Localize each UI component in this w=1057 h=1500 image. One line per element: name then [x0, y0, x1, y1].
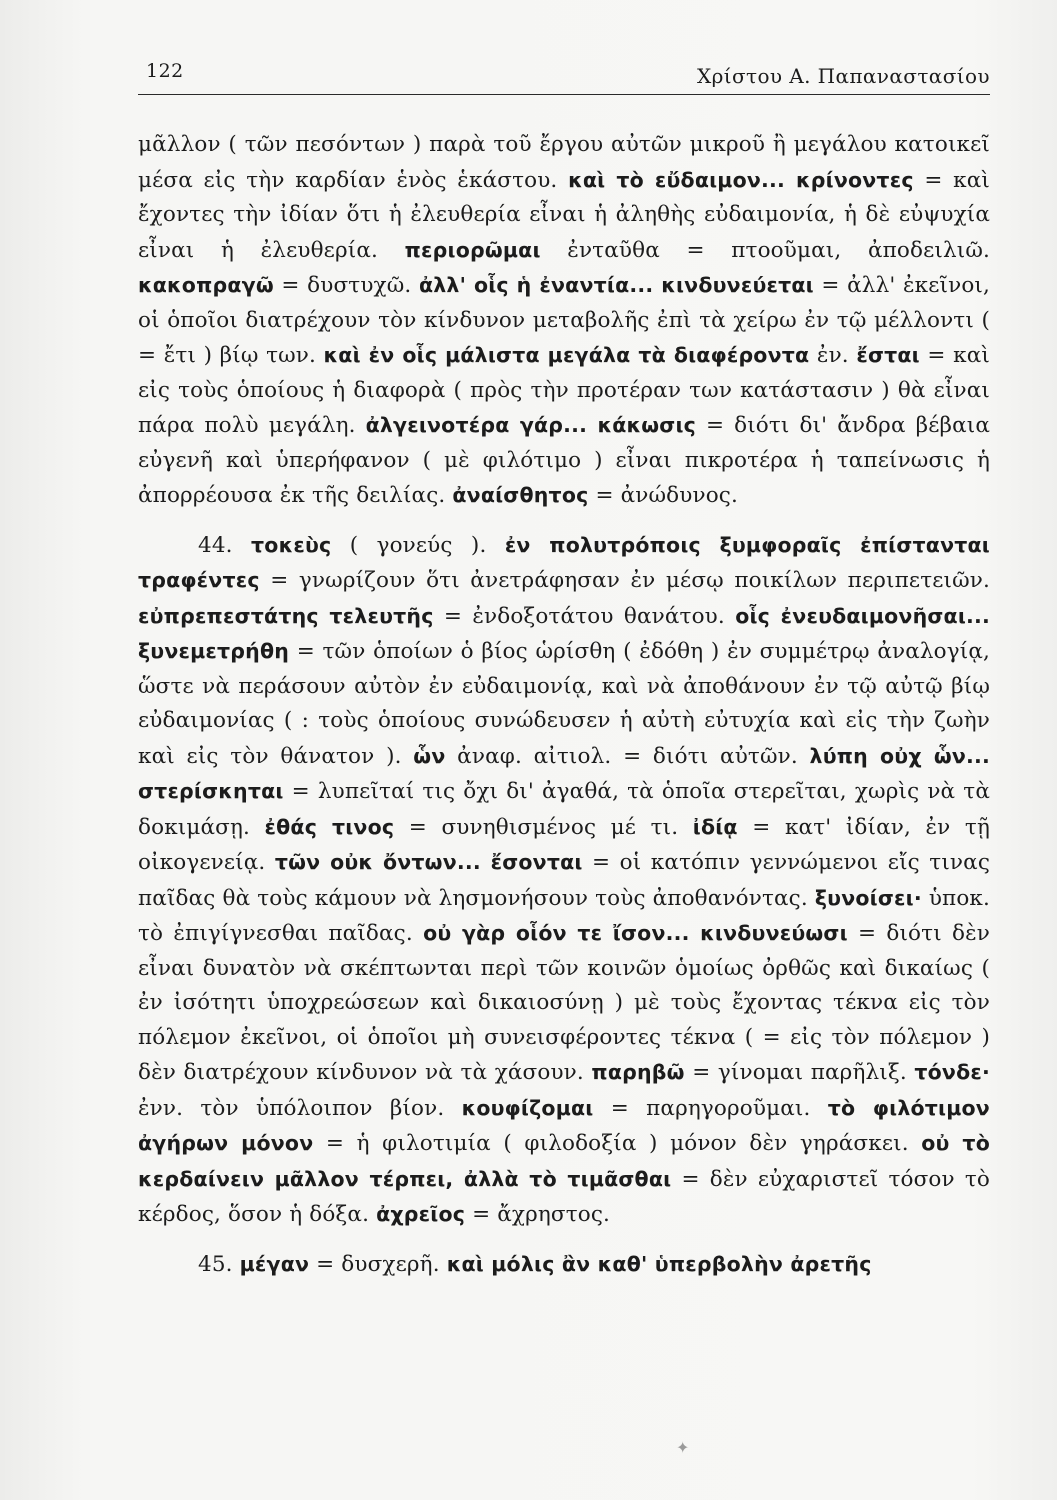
- gloss-text: = γνωρίζουν ὅτι ἀνετράφησαν ἐν μέσῳ ποικίλων περιπετειῶν.: [259, 568, 990, 593]
- lemma-term: ἀλλ' οἷς ἡ ἐναντία... κινδυνεύεται: [418, 273, 814, 297]
- lemma-term: ἀλγεινοτέρα γάρ... κάκωσις: [365, 413, 696, 437]
- gloss-text: = διότι δὲν εἶναι δυνατὸν νὰ σκέπτωνται περὶ τῶν κοινῶν ὁμοίως ὀρθῶς καὶ δικαίως ( ἐν ἰσότητι ὑποχρεώσεων καὶ δικαιοσύνῃ ) μὲ τοὺς ἔχοντας τέκνα εἰς τὸν πόλεμον ἐκεῖνοι, οἱ ὁποῖοι μὴ συνεισφέροντες τέκνα ( = εἰς τὸν πόλεμον ) δὲν διατρέχουν κίνδυνον νὰ τὰ χάσουν.: [138, 921, 990, 1085]
- gloss-text: 45.: [198, 1251, 240, 1277]
- lemma-term: ἔσται: [856, 343, 920, 367]
- gloss-text: = λυπεῖταί τις ὄχι δι' ἀγαθά, τὰ ὁποῖα στερεῖται, χωρὶς νὰ τὰ δοκιμάσῃ.: [138, 779, 990, 840]
- gloss-text: 44.: [198, 532, 251, 558]
- lemma-term: καὶ τὸ εὔδαιμον... κρίνοντες: [568, 167, 914, 192]
- lemma-term: εὐπρεπεστάτης τελευτῆς: [138, 603, 434, 628]
- lemma-term: λύπη οὐχ ὧν... στερίσκηται: [138, 743, 990, 803]
- gloss-text: = ἀλλ' ἐκεῖνοι, οἱ ὁποῖοι διατρέχουν τὸν κίνδυνον μεταβολῆς ἐπὶ τὰ χείρω ἐν τῷ μέλλοντι ( = ἔτι ) βίῳ των.: [138, 273, 990, 368]
- gloss-text: = καὶ εἰς τοὺς ὁποίους ἡ διαφορὰ ( πρὸς τὴν προτέραν των κατάστασιν ) θὰ εἶναι πάρα πολὺ μεγάλη.: [138, 343, 990, 438]
- gloss-text: = ἀνώδυνος.: [588, 483, 738, 508]
- lemma-term: περιορῶμαι: [404, 237, 541, 262]
- gloss-text: = συνηθισμένος μέ τι.: [394, 814, 693, 840]
- lemma-term: ἀχρεῖος: [376, 1202, 466, 1226]
- gloss-text: = καὶ ἔχοντες τὴν ἰδίαν ὅτι ἡ ἐλευθερία εἶναι ἡ ἀληθὴς εὐδαιμονία, ἡ δὲ εὐψυχία εἶναι ἡ ἐλευθερία.: [138, 167, 990, 263]
- gloss-text: = τῶν ὁποίων ὁ βίος ὡρίσθη ( ἐδόθη ) ἐν συμμέτρῳ ἀναλογίᾳ, ὥστε νὰ περάσουν αὐτὸν ἐν εὐδαιμονίᾳ, καὶ νὰ ἀποθάνουν ἐν τῷ αὐτῷ βίῳ εὐδαιμονίας ( : τοὺς ὁποίους συνώδευσεν ἡ αὐτὴ εὐτυχία καὶ εἰς τὴν ζωὴν καὶ εἰς τὸν θάνατον ).: [138, 639, 990, 769]
- paragraph: [138, 528, 990, 1233]
- gloss-text: ἐνταῦθα = πτοοῦμαι, ἀποδειλιῶ.: [540, 237, 990, 263]
- paragraph: [138, 1247, 990, 1283]
- gloss-text: ὑποκ. τὸ ἐπιγίγνεσθαι παῖδας.: [138, 885, 990, 946]
- lemma-term: ἰδίᾳ: [692, 814, 738, 839]
- lemma-term: τὸ φιλότιμον ἀγήρων μόνον: [138, 1095, 990, 1155]
- lemma-term: τοκεὺς: [251, 532, 332, 557]
- lemma-term: καὶ ἐν οἷς μάλιστα μεγάλα τὰ διαφέροντα: [323, 343, 810, 367]
- lemma-term: παρηβῶ: [591, 1060, 685, 1084]
- commentary-text: [138, 128, 990, 1282]
- gloss-text: = ἐνδοξοτάτου θανάτου.: [433, 603, 736, 629]
- lemma-term: τόνδε·: [914, 1060, 990, 1084]
- gloss-text: = δὲν εὐχαριστεῖ τόσον τὸ κέρδος, ὅσον ἡ δόξα.: [138, 1166, 990, 1227]
- gloss-text: ( γονεύς ).: [331, 532, 505, 558]
- lemma-term: ὧν: [413, 743, 446, 768]
- gloss-text: = οἱ κατόπιν γεννώμενοι εἴς τινας παῖδας θὰ τοὺς κάμουν νὰ λησμονήσουν τοὺς ἀποθανόντας.: [138, 850, 991, 911]
- gloss-text: = διότι δι' ἄνδρα βέβαια εὐγενῆ καὶ ὑπερήφανον ( μὲ φιλότιμο ) εἶναι πικροτέρα ἡ ταπείνωσις ἡ ἀπορρέουσα ἐκ τῆς δειλίας.: [138, 413, 990, 508]
- page-header: [138, 60, 990, 95]
- lemma-term: κουφίζομαι: [461, 1095, 594, 1120]
- gloss-text: = δυστυχῶ.: [273, 273, 419, 298]
- gloss-text: = δυσχερῆ.: [309, 1251, 447, 1277]
- gloss-text: ἀναφ. αἰτιολ. = διότι αὐτῶν.: [445, 743, 810, 769]
- lemma-term: ἀναίσθητος: [452, 483, 589, 507]
- lemma-term: κακοπραγῶ: [138, 273, 274, 297]
- lemma-term: τῶν οὐκ ὄντων... ἔσονται: [274, 850, 583, 874]
- gloss-text: = κατ' ἰδίαν, ἐν τῇ οἰκογενείᾳ.: [138, 814, 990, 875]
- lemma-term: ξυνοίσει·: [814, 885, 922, 910]
- lemma-term: καὶ μόλις ἂν καθ' ὑπερβολὴν ἀρετῆς: [446, 1251, 872, 1276]
- gloss-text: = ἄχρηστος.: [465, 1202, 611, 1227]
- lemma-term: οἷς ἐνευδαιμονῆσαι... ξυνεμετρήθη: [138, 603, 990, 663]
- running-head: Χρίστου Α. Παπαναστασίου: [696, 64, 990, 88]
- gloss-text: = γίνομαι παρῆλιξ.: [684, 1060, 915, 1085]
- lemma-term: ἐθάς τινος: [264, 814, 395, 839]
- ink-speck: ✦: [676, 1438, 690, 1457]
- lemma-term: μέγαν: [239, 1251, 310, 1276]
- page-number: 122: [146, 60, 184, 82]
- gloss-text: = ἡ φιλοτιμία ( φιλοδοξία ) μόνον δὲν γηράσκει.: [313, 1131, 922, 1156]
- gloss-text: = παρηγοροῦμαι.: [593, 1095, 828, 1121]
- gloss-text: ἐνν. τὸν ὑπόλοιπον βίον.: [138, 1095, 462, 1121]
- lemma-term: οὐ τὸ κερδαίνειν μᾶλλον τέρπει, ἀλλὰ τὸ τιμᾶσθαι: [138, 1131, 990, 1191]
- gloss-text: μᾶλλον ( τῶν πεσόντων ) παρὰ τοῦ ἔργου αὐτῶν μικροῦ ἢ μεγάλου κατοικεῖ μέσα εἰς τὴν καρδίαν ἑνὸς ἑκάστου.: [138, 132, 990, 193]
- paragraph: [138, 128, 990, 514]
- lemma-term: ἐν πολυτρόποις ξυμφοραῖς ἐπίστανται τραφέντες: [138, 532, 990, 592]
- gloss-text: ἐν.: [809, 343, 857, 368]
- lemma-term: οὐ γὰρ οἷόν τε ἴσον... κινδυνεύωσι: [423, 921, 848, 945]
